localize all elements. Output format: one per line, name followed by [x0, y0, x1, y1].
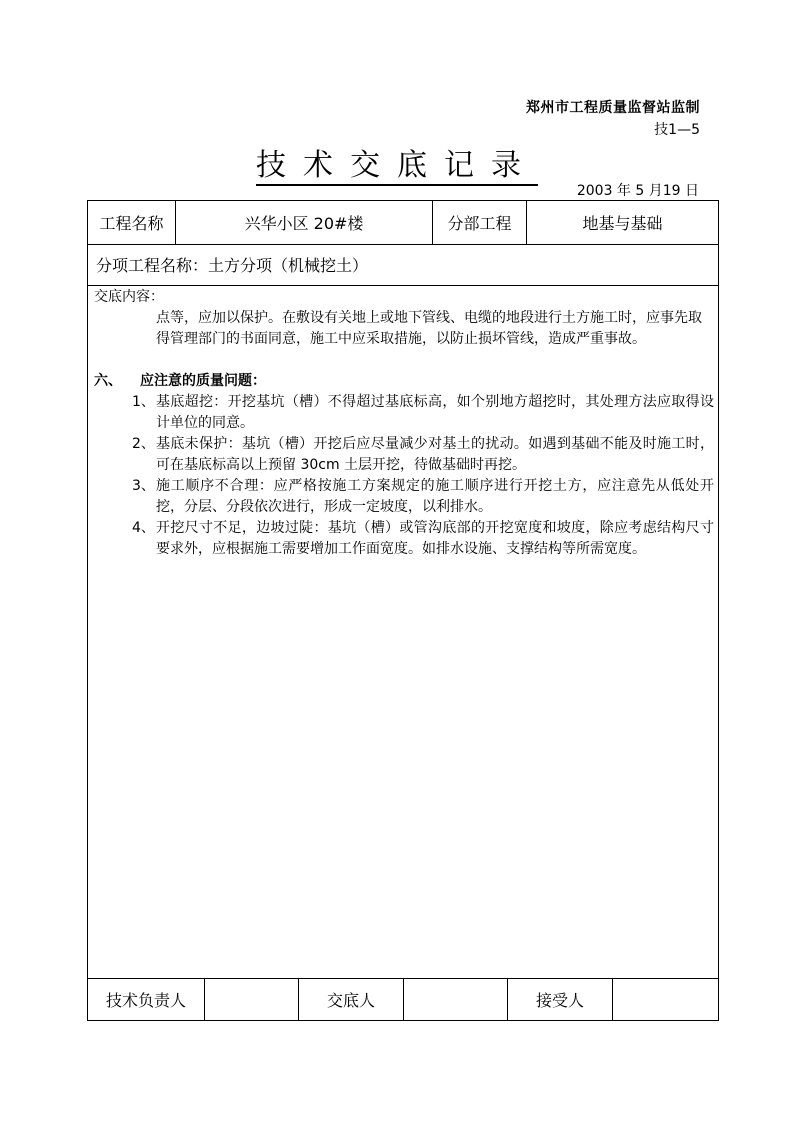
disclosure-content	[88, 287, 718, 979]
section-number: 六、	[94, 373, 122, 389]
form-number: 技1—5	[654, 122, 700, 138]
subitem-label: 分项工程名称：	[96, 256, 209, 275]
receiver-signature[interactable]	[613, 979, 718, 1020]
record-date: 2003 年 5 月19 日	[576, 183, 699, 199]
page-title	[0, 140, 794, 184]
discloser-signature[interactable]	[404, 979, 508, 1020]
receiver-label: 接受人	[508, 979, 613, 1020]
tech-lead-label: 技术负责人	[88, 979, 205, 1020]
section-heading	[94, 371, 266, 392]
item-text: 基底未保护：基坑（槽）开挖后应尽量减少对基土的扰动。如遇到基础不能及时施工时，可在基底标高以上预留 30cm 土层开挖，待做基础时再挖。	[156, 436, 714, 473]
item-number: 4、	[132, 520, 155, 536]
tech-lead-signature[interactable]	[205, 979, 299, 1020]
intro-paragraph: 点等，应加以保护。在敷设有关地上或地下管线、电缆的地段进行土方施工时，应事先取得管理部门的书面同意，施工中应采取措施，以防止损坏管线，造成严重事故。	[156, 310, 702, 347]
subitem-row	[88, 244, 718, 286]
subitem-value: 土方分项（机械挖土）	[208, 256, 369, 275]
item-number: 3、	[132, 478, 155, 494]
item-number: 1、	[132, 394, 155, 410]
division-value: 地基与基础	[582, 214, 663, 233]
section-title: 应注意的质量问题：	[140, 373, 266, 389]
project-row	[88, 201, 718, 245]
division-label: 分部工程	[433, 201, 527, 244]
item-number: 2、	[132, 436, 155, 452]
item-text: 基底超挖：开挖基坑（槽）不得超过基底标高，如个别地方超挖时，其处理方法应取得设计单位的同意。	[156, 394, 714, 431]
discloser-label: 交底人	[299, 979, 404, 1020]
issuer-text: 郑州市工程质量监督站监制	[526, 100, 700, 116]
item-text: 施工顺序不合理：应严格按施工方案规定的施工顺序进行开挖土方，应注意先从低处开挖，分层、分段依次进行，形成一定坡度，以利排水。	[156, 478, 714, 515]
item-text: 开挖尺寸不足，边坡过陡：基坑（槽）或管沟底部的开挖宽度和坡度，除应考虑结构尺寸要求外，应根据施工需要增加工作面宽度。如排水设施、支撑结构等所需宽度。	[156, 520, 714, 557]
content-label: 交底内容：	[94, 289, 164, 305]
project-name-label: 工程名称	[88, 201, 176, 244]
signature-row	[88, 979, 718, 1020]
project-name-value: 兴华小区 20#楼	[176, 201, 433, 244]
disclosure-form	[87, 200, 719, 1021]
title-text: 技术交底记录	[256, 148, 538, 186]
